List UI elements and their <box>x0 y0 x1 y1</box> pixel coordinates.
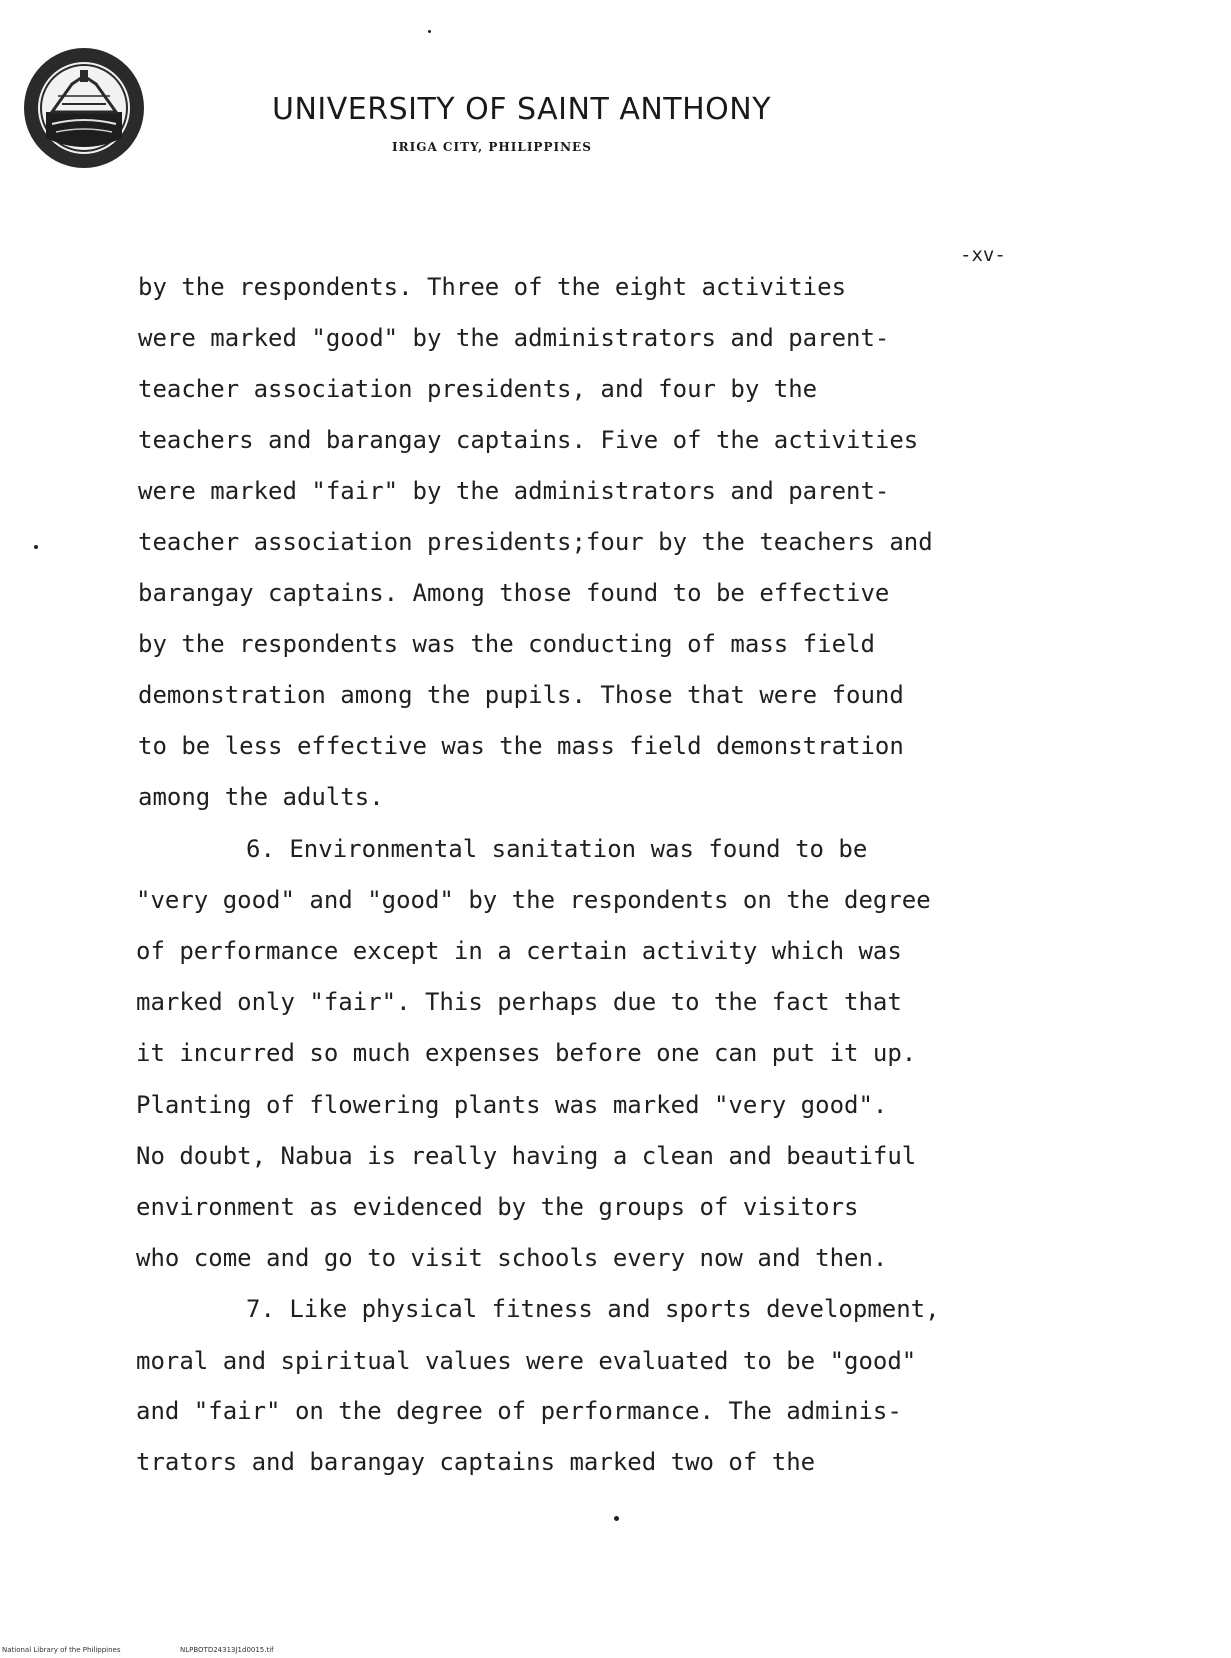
text-line: demonstration among the pupils. Those that were found <box>138 681 904 709</box>
text-line: among the adults. <box>138 783 384 811</box>
text-line: who come and go to visit schools every now and then. <box>136 1244 888 1272</box>
text-line: were marked "fair" by the administrators and parent- <box>138 477 890 505</box>
text-line: moral and spiritual values were evaluated to be "good" <box>136 1347 917 1375</box>
footer-source: National Library of the Philippines <box>2 1646 121 1654</box>
text-line: barangay captains. Among those found to be effective <box>138 579 890 607</box>
text-line: and "fair" on the degree of performance. The adminis- <box>136 1397 902 1425</box>
scan-speck <box>34 545 38 549</box>
scan-speck <box>428 30 431 33</box>
footer-filename: NLPBOTD24313J1d0015.tif <box>180 1646 274 1654</box>
text-line: by the respondents was the conducting of mass field <box>138 630 875 658</box>
page-number: -xv- <box>960 244 1006 266</box>
text-line: teacher association presidents, and four by the <box>138 375 818 403</box>
text-line: environment as evidenced by the groups of visitors <box>136 1193 859 1221</box>
university-city: IRIGA CITY, PHILIPPINES <box>392 140 592 154</box>
text-line: teachers and barangay captains. Five of the activities <box>138 426 919 454</box>
text-line: were marked "good" by the administrators and parent- <box>138 324 890 352</box>
text-line: it incurred so much expenses before one can put it up. <box>136 1039 917 1067</box>
text-line: trators and barangay captains marked two of the <box>136 1448 816 1476</box>
text-line: No doubt, Nabua is really having a clean and beautiful <box>136 1142 917 1170</box>
text-line: "very good" and "good" by the respondents on the degree <box>136 886 931 914</box>
text-line: of performance except in a certain activity which was <box>136 937 902 965</box>
text-line: by the respondents. Three of the eight activities <box>138 273 847 301</box>
university-name: UNIVERSITY OF SAINT ANTHONY <box>272 92 772 127</box>
scan-speck <box>614 1516 619 1521</box>
text-line: Planting of flowering plants was marked "very good". <box>136 1091 888 1119</box>
text-line: 6. Environmental sanitation was found to be <box>246 835 868 863</box>
text-line: 7. Like physical fitness and sports development, <box>246 1295 940 1323</box>
text-line: marked only "fair". This perhaps due to the fact that <box>136 988 902 1016</box>
text-line: to be less effective was the mass field demonstration <box>138 732 904 760</box>
text-line: teacher association presidents;four by the teachers and <box>138 528 933 556</box>
